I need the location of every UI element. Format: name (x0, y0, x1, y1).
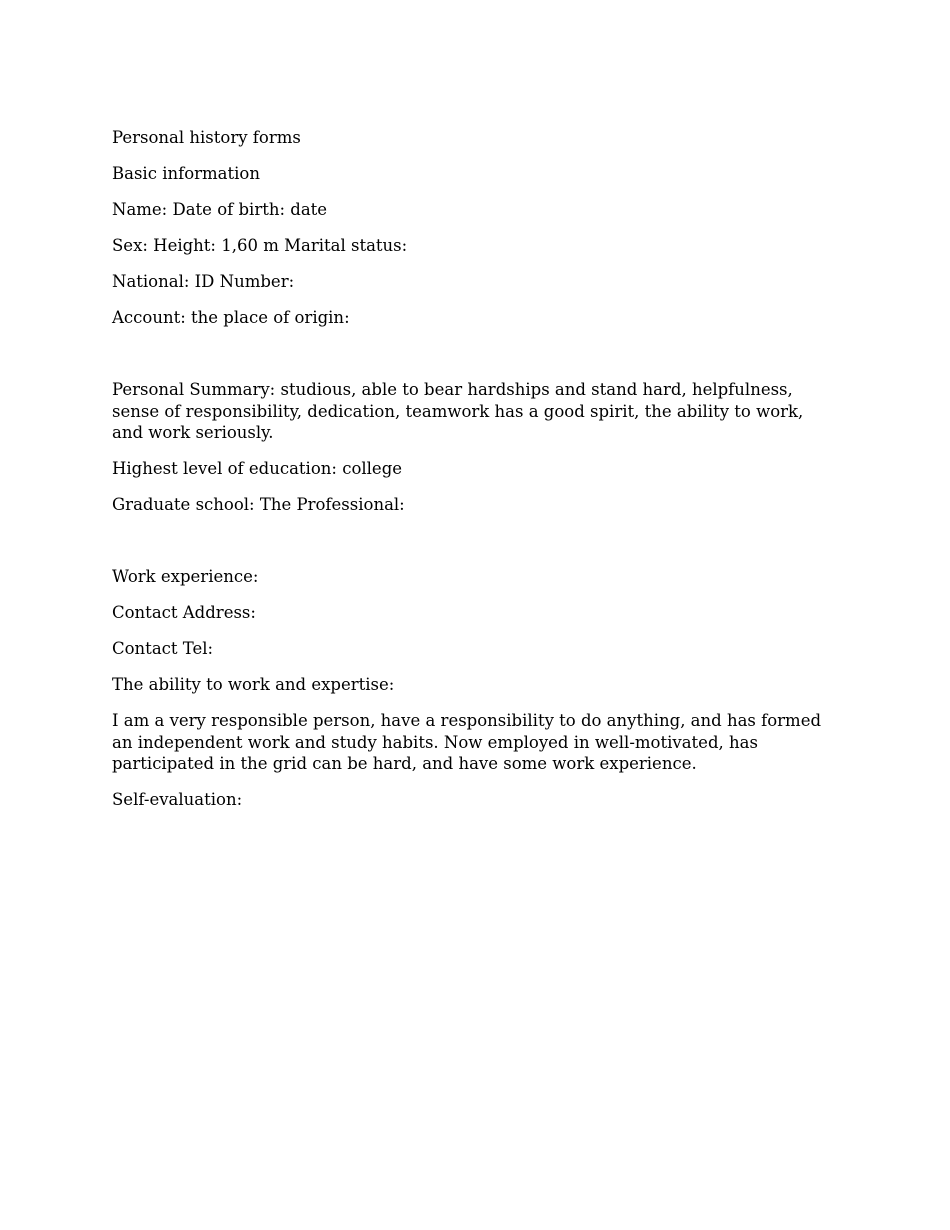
personal-summary: Personal Summary: studious, able to bear hardships and stand hard, helpfulness, sense of responsibility, dedication, teamwork has a good spirit, the ability to work, and work seriously. (112, 380, 804, 442)
contact-address-line: Contact Address: (112, 603, 256, 622)
ability-heading: The ability to work and expertise: (112, 675, 395, 694)
name-dob-line: Name: Date of birth: date (112, 200, 328, 219)
contact-tel-line: Contact Tel: (112, 639, 214, 658)
graduate-school-line: Graduate school: The Professional: (112, 495, 405, 514)
ability-text: I am a very responsible person, have a responsibility to do anything, and has formed an independent work and study habits. Now employed in well-motivated, has participated in the grid can be hard, and have some work experience. (112, 711, 822, 773)
sex-height-marital-line: Sex: Height: 1,60 m Marital status: (112, 236, 408, 255)
document-page (112, 127, 832, 825)
self-evaluation-line: Self-evaluation: (112, 790, 243, 809)
blank-line (112, 530, 832, 552)
work-experience-line: Work experience: (112, 567, 259, 586)
section-basic-information: Basic information (112, 164, 260, 183)
account-origin-line: Account: the place of origin: (112, 308, 350, 327)
education-level-line: Highest level of education: college (112, 459, 403, 478)
document-title: Personal history forms (112, 128, 301, 147)
national-id-line: National: ID Number: (112, 272, 295, 291)
blank-line (112, 343, 832, 365)
